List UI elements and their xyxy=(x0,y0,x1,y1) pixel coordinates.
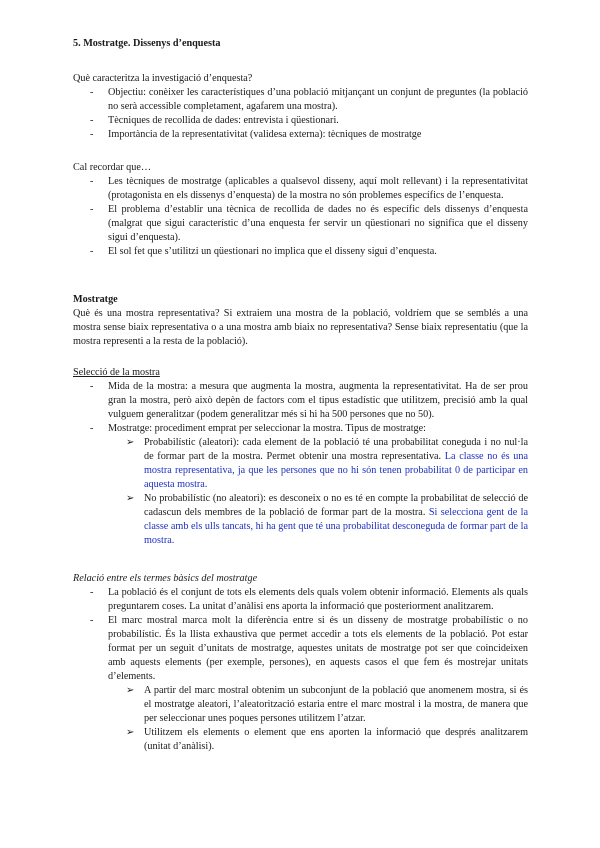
list-item: - Objectiu: conèixer les característiques d’una població mitjançant un conjunt de preguntes (la població no serà accessible completament, agafarem una mostra). xyxy=(73,86,528,114)
list-item xyxy=(73,614,528,754)
remember-heading: Cal recordar que… xyxy=(73,162,152,173)
remember-block xyxy=(73,161,528,259)
list-item: - Importància de la representativitat (validesa externa): tècniques de mostratge xyxy=(73,128,528,142)
intro-block xyxy=(73,72,528,142)
mostratge-types-list xyxy=(73,436,528,548)
list-item: - Tècniques de recollida de dades: entrevista i qüestionari. xyxy=(73,114,528,128)
seleccio-block xyxy=(73,366,528,548)
intro-list xyxy=(73,86,528,142)
non-probabilistic-text: No probabilístic (no aleatori): es desconeix o no es té en compte la probabilitat de selecció de cadascun dels membres de la població de formar part de la mostra. xyxy=(144,493,528,518)
probabilistic-note: La classe no és una mostra representativa, ja que les persones que no hi són tenen probabilitat 0 de participar en aquesta mostra. xyxy=(144,451,528,490)
mostratge-heading: Mostratge xyxy=(73,294,118,305)
mostratge-paragraph: Què és una mostra representativa? Si extraiem una mostra de la població, voldríem que se semblés a una mostra sense biaix representativa o a una mostra amb biaix no representativa? Sense biaix representatiu (que la mostra representi a la resta de la població). xyxy=(73,308,528,347)
list-item: - El sol fet que s’utilitzi un qüestionari no implica que el disseny sigui d’enquesta. xyxy=(73,245,528,259)
section-title: 5. Mostratge. Dissenys d’enquesta xyxy=(73,38,221,49)
remember-list xyxy=(73,175,528,259)
list-item xyxy=(73,422,528,548)
relacio-list xyxy=(73,586,528,754)
list-item xyxy=(73,492,528,548)
non-probabilistic-note: Si selecciona gent de la classe amb els ulls tancats, hi ha gent que té una probabilitat desconeguda de formar part de la mostra. xyxy=(144,507,529,546)
seleccio-heading: Selecció de la mostra xyxy=(73,367,160,378)
mostratge-block xyxy=(73,293,528,349)
mostratge-types-intro: Mostratge: procediment emprat per seleccionar la mostra. Tipus de mostratge: xyxy=(108,423,426,434)
list-item xyxy=(73,436,528,492)
list-item: - Mida de la mostra: a mesura que augmenta la mostra, augmenta la representativitat. Ha de ser prou gran la mostra, però això depèn de factors com el tipus estadístic que utilitzem, precisió amb la qual vulguem generalitzar (podem generalitzar més si hi ha 500 persones que no 50). xyxy=(73,380,528,422)
marc-mostral-text: El marc mostral marca molt la diferència entre si és un disseny de mostratge probabilístic o no probabilístic. És la llista exhaustiva que permet accedir a tots els elements de la població. Pot estar format per un seguit d’unitats de mostratge, aquestes unitats de mostratge pot ser que coincideixen amb aquests elements (per exemple, persones), en aquests casos el que fem és mostrejar unitats d’elements. xyxy=(108,615,528,682)
list-item: ➢ Utilitzem els elements o element que ens aporten la informació que després analitzarem (unitat d’anàlisi). xyxy=(73,726,528,754)
relacio-heading: Relació entre els termes bàsics del mostratge xyxy=(73,573,258,584)
seleccio-list xyxy=(73,380,528,548)
relacio-block xyxy=(73,572,528,754)
list-item: - El problema d’establir una tècnica de recollida de dades no és específic dels dissenys d’enquesta (malgrat que sigui característic d’una enquesta fer servir un qüestionari no significa que el disseny sigui d’enquesta). xyxy=(73,203,528,245)
relacio-sublist xyxy=(73,684,528,754)
list-item: - Les tècniques de mostratge (aplicables a qualsevol disseny, aquí molt rellevant) i la representativitat (protagonista en els dissenys d’enquesta) de la mostra no són problemes específics de l’enquesta. xyxy=(73,175,528,203)
intro-question: Què caracteritza la investigació d’enquesta? xyxy=(73,73,253,84)
probabilistic-text: Probabilístic (aleatori): cada element de la població té una probabilitat coneguda i no nul·la de formar part de la mostra. Permet obtenir una mostra representativa. xyxy=(144,437,528,462)
list-item: - La població és el conjunt de tots els elements dels quals volem obtenir informació. Elements als quals preguntarem coses. La unitat d’anàlisi ens aporta la informació que posteriorment analitzarem. xyxy=(73,586,528,614)
list-item: ➢ A partir del marc mostral obtenim un subconjunt de la població que anomenem mostra, si és el mostratge aleatori, l’aleatorització estaria entre el marc mostral i la mostra, de manera que per seleccionar unes poques persones utilitzem l’atzar. xyxy=(73,684,528,726)
